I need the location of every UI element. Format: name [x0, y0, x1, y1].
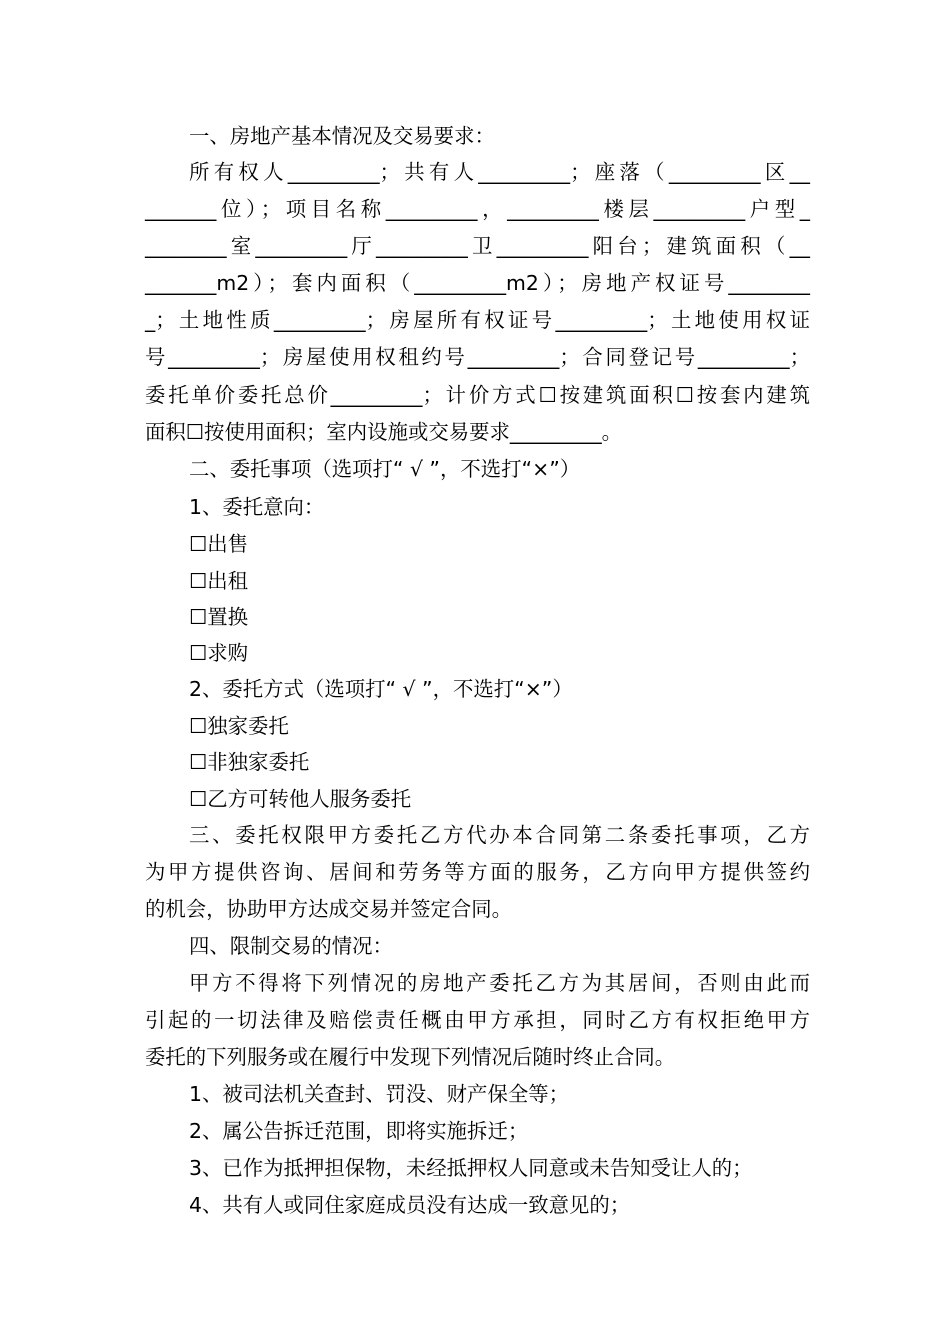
text-line: 引起的一切法律及赔偿责任概由甲方承担，同时乙方有权拒绝甲方 — [145, 1008, 810, 1032]
list-item: 1、被司法机关查封、罚没、财产保全等； — [189, 1082, 570, 1106]
checkbox-option: ☐独家委托 — [189, 714, 289, 738]
list-item: 4、共有人或同住家庭成员没有达成一致意见的； — [189, 1193, 631, 1217]
text-line: _______m2）；套内面积（_________m2）；房地产权证号________ — [145, 271, 810, 295]
section-2-heading: 二、委托事项（选项打“ √ ”，不选打“×”） — [189, 457, 581, 481]
text-line: _；土地性质_________；房屋所有权证号_________；土地使用权证 — [145, 308, 810, 332]
text-line: 为甲方提供咨询、居间和劳务等方面的服务，乙方向甲方提供签约 — [145, 860, 810, 884]
section-3-paragraph: 三、委托权限甲方委托乙方代办本合同第二条委托事项，乙方 — [189, 823, 810, 847]
text-line: 面积☐按使用面积；室内设施或交易要求_________。 — [145, 420, 623, 444]
subsection-heading: 1、委托意向： — [189, 495, 325, 519]
checkbox-option: ☐置换 — [189, 605, 249, 629]
checkbox-option: ☐求购 — [189, 641, 249, 665]
subsection-heading: 2、委托方式（选项打“ √ ”，不选打“×”） — [189, 677, 573, 701]
text-line: 委托的下列服务或在履行中发现下列情况后随时终止合同。 — [145, 1045, 676, 1069]
text-line: _______位）；项目名称_________，_________楼层_________户型_ — [145, 197, 810, 221]
section-1-heading: 一、房地产基本情况及交易要求： — [189, 124, 495, 148]
section-4-heading: 四、限制交易的情况： — [189, 934, 393, 958]
text-line: 的机会，协助甲方达成交易并签定合同。 — [145, 897, 513, 921]
paragraph-line: 甲方不得将下列情况的房地产委托乙方为其居间，否则由此而 — [189, 971, 810, 995]
checkbox-option: ☐乙方可转他人服务委托 — [189, 787, 412, 811]
checkbox-option: ☐出售 — [189, 532, 249, 556]
list-item: 2、属公告拆迁范围，即将实施拆迁； — [189, 1119, 529, 1143]
text-line: 委托单价委托总价_________；计价方式☐按建筑面积☐按套内建筑 — [145, 383, 810, 407]
list-item: 3、已作为抵押担保物，未经抵押权人同意或未告知受让人的； — [189, 1156, 753, 1180]
text-line: 所有权人_________；共有人_________；座落（_________区__ — [189, 160, 810, 184]
text-line: ________室_________厅_________卫_________阳台；建筑面积（__ — [145, 234, 810, 258]
text-line: 号_________；房屋使用权租约号_________；合同登记号_________； — [145, 345, 810, 369]
checkbox-option: ☐非独家委托 — [189, 750, 310, 774]
checkbox-option: ☐出租 — [189, 569, 249, 593]
